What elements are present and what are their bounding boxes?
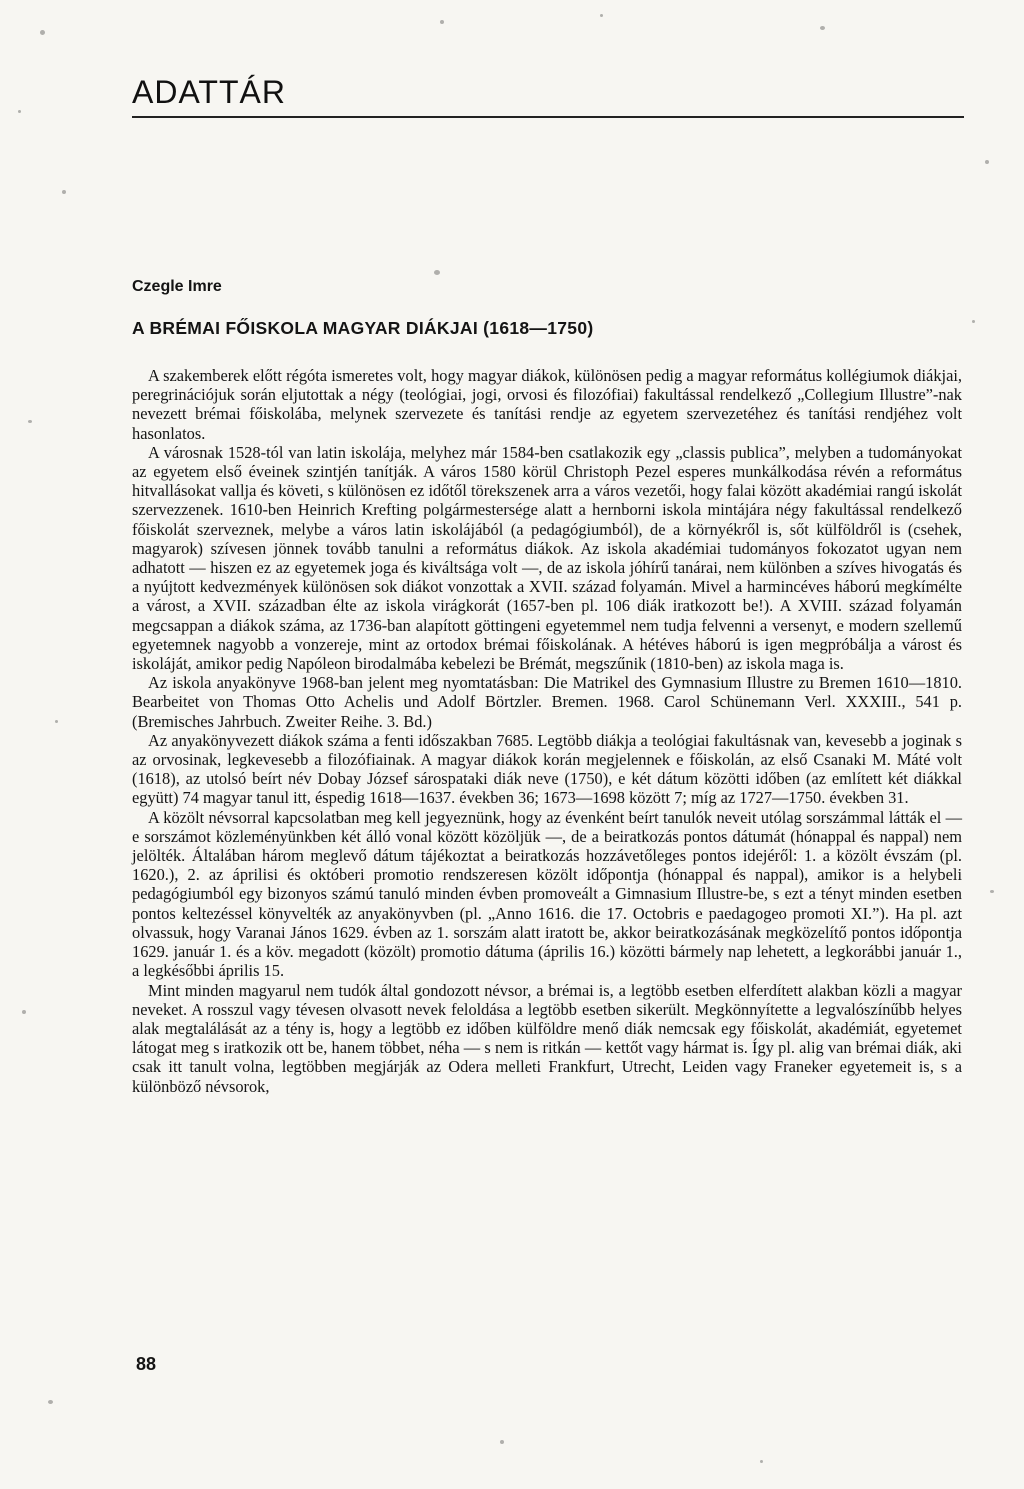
scan-speck [985, 160, 989, 164]
scan-speck [55, 720, 58, 723]
page-number: 88 [136, 1354, 157, 1374]
scan-speck [434, 270, 440, 275]
scan-speck [440, 20, 444, 24]
paragraph: Mint minden magyarul nem tudók által gondozott névsor, a brémai is, a legtöbb esetben elferdített alakban közli a magyar neveket. A rosszul vagy tévesen olvasott nevek feloldása a legtöbb esetben sikerült. Megkönnyítette a legvalószínűbb helyes alak megtalálását az a tény is, hogy a legtöbb ez időben külföldre menő diák nemcsak egy főiskolát, akadémiát, egyetemet látogat meg s iratkozik ott be, hanem többet, néha — s nem is ritkán — kettőt vagy hármat is. Így pl. alig van brémai diák, aki csak itt tanult volna, legtöbben megjárják az Odera melleti Frankfurt, Utrecht, Leiden vagy Franeker egyetemeit is, s a különböző névsorok, [132, 980, 962, 1096]
article-author: Czegle Imre [132, 278, 222, 295]
scan-speck [820, 26, 825, 30]
scan-speck [760, 1460, 763, 1463]
paragraph: A szakemberek előtt régóta ismeretes volt, hogy magyar diákok, különösen pedig a magyar református kollégiumok diákjai, peregrinációjuk során eljutottak a négy (teológiai, jogi, orvosi és filozófiai) fakultással rendelkező „Collegium Illustre”-nak nevezett brémai főiskolába, melynek szervezete és tanítási rendje az egyetem szervezetéhez és tanítási rendjéhez volt hasonlatos. [132, 366, 962, 443]
header-rule [132, 116, 964, 118]
scan-speck [500, 1440, 504, 1444]
scan-speck [600, 14, 603, 17]
paragraph: Az iskola anyakönyve 1968-ban jelent meg nyomtatásban: Die Matrikel des Gymnasium Illustre zu Bremen 1610—1810. Bearbeitet von Thomas Otto Achelis und Adolf Börtzler. Bremen. 1968. Carol Schünemann Verl. XXXIII., 541 p. (Bremisches Jahrbuch. Zweiter Reihe. 3. Bd.) [132, 673, 962, 731]
section-header: ADATTÁR [132, 74, 286, 110]
paragraph: A városnak 1528-tól van latin iskolája, melyhez már 1584-ben csatlakozik egy „classis publica”, melyben a tudományokat az egyetem első éveinek szintjén tanítják. A város 1580 körül Christoph Pezel esperes munkálkodása révén a református hitvallásokat vallja és követi, s különösen ez időtől törekszenek arra a város vezetői, hogy falai között akadémiai rangú iskolát szervezzenek. 1610-ben Heinrich Krefting polgármestersége alatt a hernborni iskola mintájára négy fakultással rendelkező főiskolát szerveznek, melybe a város latin iskolájából (a pedagógiumból), de a környékről is, sőt külföldről is (csehek, magyarok) szívesen jönnek tovább tanulni a református diákok. Az iskola akadémiai tudományos fokozatot ugyan nem adhatott — hiszen ez az egyetemek joga és kiváltsága volt —, de az iskola jóhírű tanárai, nem különben a szíves hivogatás és a nyújtott kedvezmények különösen sok diákot vonzottak a XVII. század folyamán. Mivel a harmincéves háború megkímélte a várost, a XVII. században élte az iskola virágkorát (1657-ben pl. 106 diák iratkozott be!). A XVIII. század folyamán megcsappan a diákok száma, az 1736-ban alapított göttingeni egyetemmel nem tudja felvenni a versenyt, e modern szellemű egyetemnek nagyobb a vonzereje, mint az ortodox brémai főiskolának. A hétéves háború is igen megpróbálja a várost és iskoláját, amikor pedig Napóleon birodalmába kebelezi be Brémát, megszűnik (1810-ben) az iskola maga is. [132, 442, 962, 674]
scan-speck [972, 320, 975, 323]
scan-speck [40, 30, 45, 35]
article-body [132, 366, 962, 1096]
scan-speck [18, 110, 21, 113]
article-title: A BRÉMAI FŐISKOLA MAGYAR DIÁKJAI (1618—1750) [132, 318, 594, 338]
scan-speck [62, 190, 66, 194]
paragraph: A közölt névsorral kapcsolatban meg kell jegyeznünk, hogy az évenként beírt tanulók neveit utólag sorszámmal látták el — e sorszámot közleményünkben két álló vonal között közöljük —, de a beiratkozás pontos dátumát (hónappal és nappal) nem jelölték. Általában három meglevő dátum tájékoztat a beiratkozás hozzávetőleges pontos idejéről: 1. a közölt évszám (pl. 1620.), 2. az áprilisi és októberi promotio rendszeresen közölt időpontja (hónappal és nappal), amikor is a helybeli pedagógiumból egy bizonyos számú tanuló minden évben promoveált a Gimnasium Illustre-be, s ezt a tényt minden esetben pontos keltezéssel könyvelték az anyakönyvben (pl. „Anno 1616. die 17. Octobris e paedagogeo promoti XI.”). Ha pl. azt olvassuk, hogy Varanai János 1629. évben az 1. sorszám alatt iratott be, akkor beiratkozásának megközelítő pontos időpontja 1629. január 1. és a köv. megadott (közölt) promotio dátuma (április 16.) közötti bármely nap lehetett, a legkorábbi január 1., a legkésőbbi április 15. [132, 807, 962, 981]
scan-speck [28, 420, 32, 423]
paragraph: Az anyakönyvezett diákok száma a fenti időszakban 7685. Legtöbb diákja a teológiai fakultásnak van, kevesebb a joginak s az orvosinak, legkevesebb a filozófiainak. A magyar diákok korán megjelennek e főiskolán, az első Csanaki M. Máté volt (1618), az utolsó beírt név Dobay József sárospataki diák neve (1750), e két dátum közötti időben (az említett két diákkal együtt) 74 magyar tanul itt, éspedig 1618—1637. években 36; 1673—1698 között 7; míg az 1727—1750. években 31. [132, 730, 962, 808]
scan-speck [990, 890, 994, 893]
scan-speck [22, 1010, 26, 1014]
scan-speck [48, 1400, 53, 1404]
